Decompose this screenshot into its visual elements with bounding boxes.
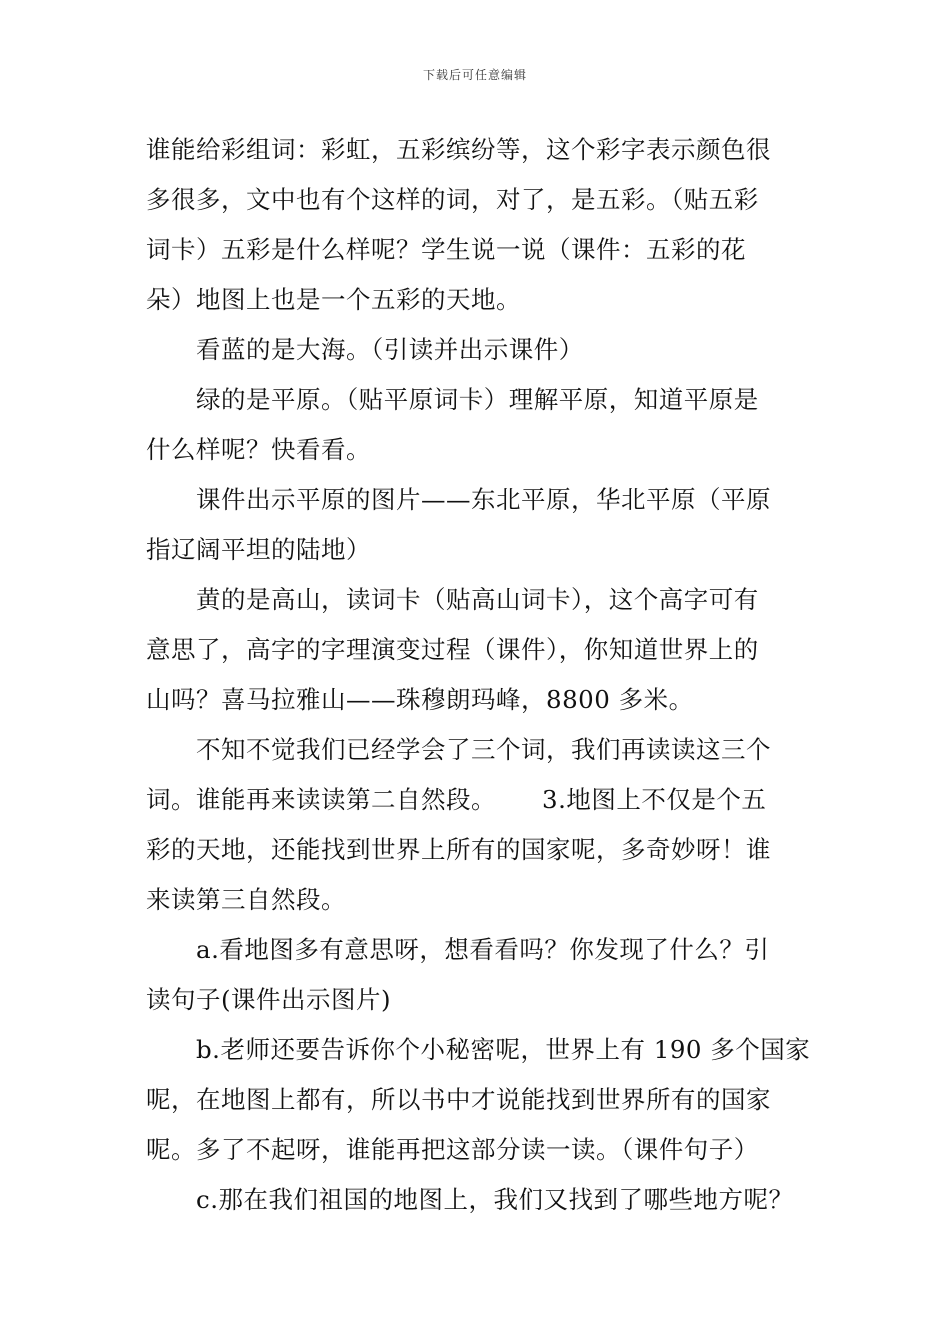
text-line: 不知不觉我们已经学会了三个词，我们再读读这三个	[196, 735, 771, 764]
text-line: 课件出示平原的图片——东北平原，华北平原（平原	[196, 485, 771, 514]
text-line: 词。谁能再来读读第二自然段。 3.地图上不仅是个五	[146, 785, 767, 814]
text-line: 来读第三自然段。	[146, 885, 346, 914]
text-line: 谁能给彩组词：彩虹，五彩缤纷等，这个彩字表示颜色很	[146, 135, 771, 164]
text-line: b.老师还要告诉你个小秘密呢，世界上有 190 多个国家	[196, 1035, 811, 1064]
text-line: c.那在我们祖国的地图上，我们又找到了哪些地方呢？	[196, 1185, 794, 1214]
text-line: 词卡）五彩是什么样呢？学生说一说（课件：五彩的花	[146, 235, 746, 264]
text-line: 绿的是平原。（贴平原词卡）理解平原，知道平原是	[196, 385, 759, 414]
text-line: a.看地图多有意思呀，想看看吗？你发现了什么？引	[196, 935, 770, 964]
page-header: 下载后可任意编辑	[422, 68, 527, 82]
text-line: 意思了，高字的字理演变过程（课件），你知道世界上的	[146, 635, 759, 664]
text-line: 朵）地图上也是一个五彩的天地。	[146, 285, 521, 314]
text-line: 指辽阔平坦的陆地）	[146, 535, 371, 564]
text-line: 呢。多了不起呀，谁能再把这部分读一读。（课件句子）	[146, 1135, 759, 1164]
text-line: 山吗？喜马拉雅山——珠穆朗玛峰，8800 多米。	[146, 685, 694, 714]
text-line: 什么样呢？快看看。	[146, 435, 371, 464]
text-line: 读句子(课件出示图片)	[146, 985, 392, 1014]
text-line: 呢，在地图上都有，所以书中才说能找到世界所有的国家	[146, 1085, 771, 1114]
text-line: 看蓝的是大海。（引读并出示课件）	[196, 335, 584, 364]
text-line: 彩的天地，还能找到世界上所有的国家呢，多奇妙呀！谁	[146, 835, 771, 864]
text-line: 多很多，文中也有个这样的词，对了，是五彩。（贴五彩	[146, 185, 759, 214]
text-line: 黄的是高山，读词卡（贴高山词卡），这个高字可有	[196, 585, 759, 614]
